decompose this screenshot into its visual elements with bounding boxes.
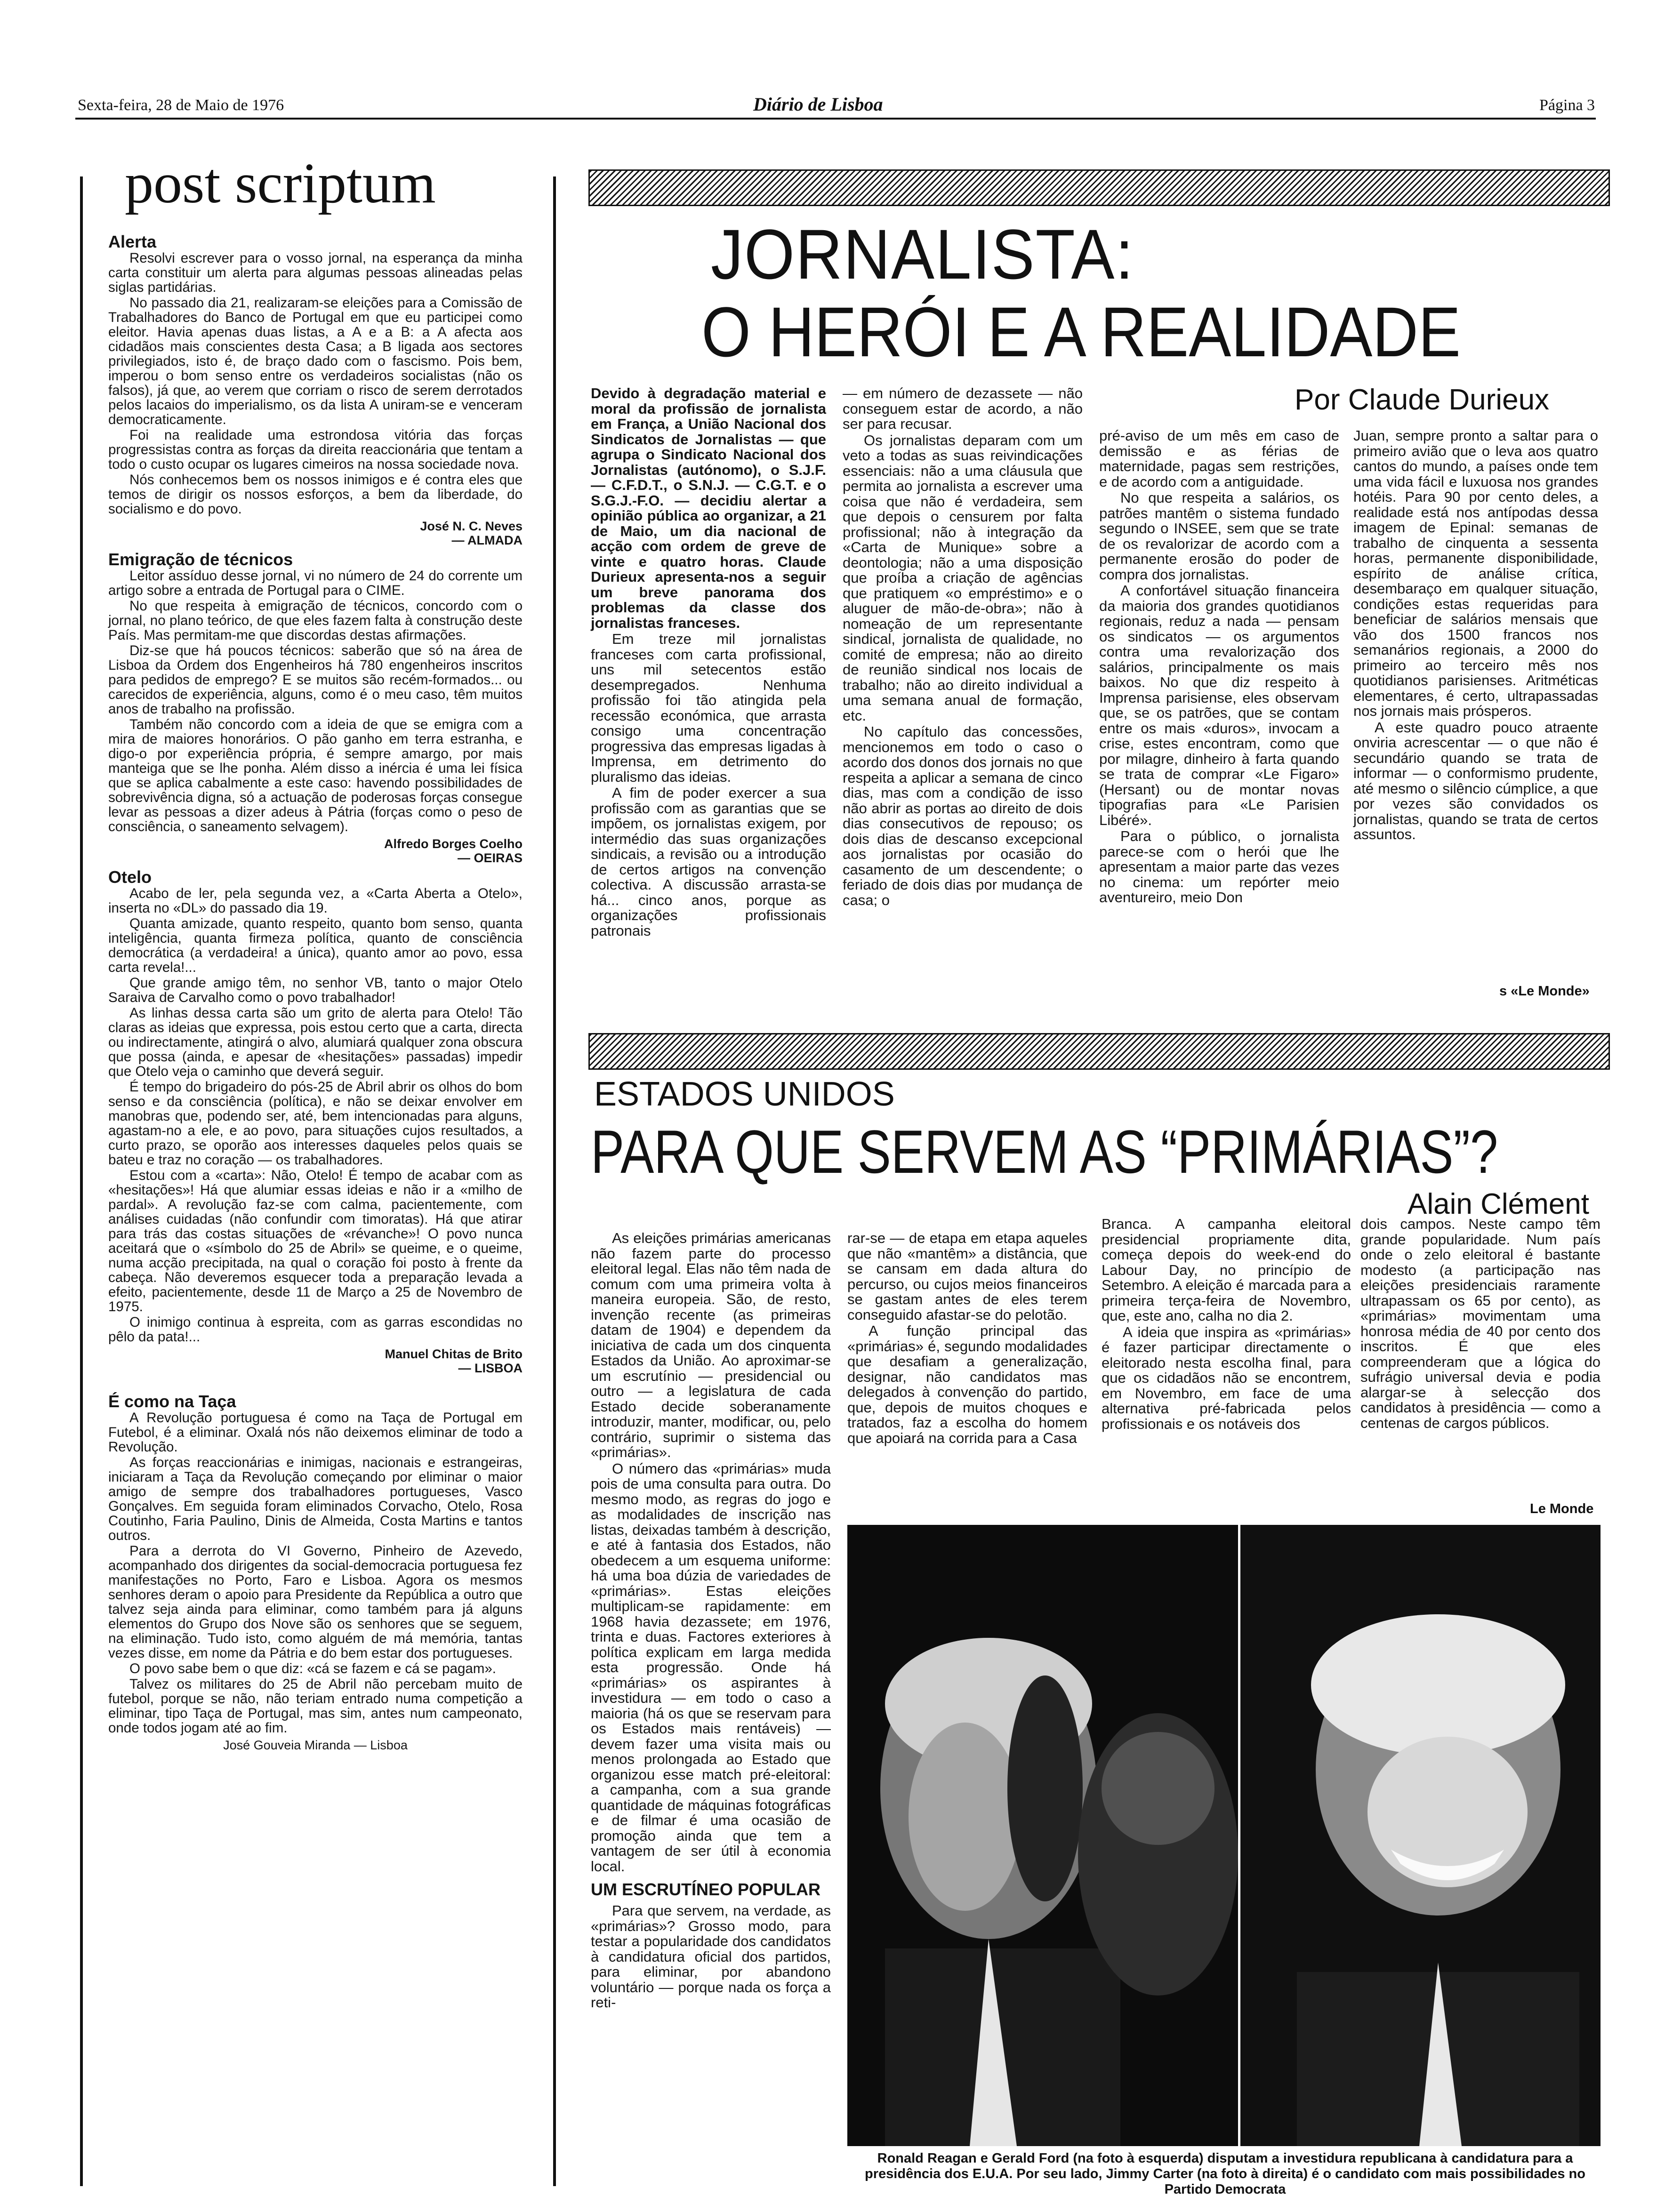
article2-byline: Alain Clément [1408, 1188, 1589, 1220]
article2-column-4 [1360, 1217, 1601, 1508]
letter-signature-place: — LISBOA [458, 1361, 523, 1375]
masthead: Diário de Lisboa [753, 94, 883, 115]
letter-paragraph: Quanta amizade, quanto respeito, quanto bom senso, quanta inteligência, quanta firmeza política, quanto de consciência democrática (a verdadeira! a única), quanto amor ao povo, essa carta revela!... [108, 916, 523, 975]
letter-paragraph: No que respeita à emigração de técnicos, concordo com o jornal, no plano teórico, de que eles fazem falta à construção deste País. Mas permitam-me que discordas destas afirmações. [108, 598, 523, 643]
article1-c3-p1: pré-aviso de um mês em caso de demissão e as férias de maternidade, pagas sem restrições, e de acordo com a antiguidade. [1099, 427, 1339, 490]
article1-c1-p1: Em treze mil jornalistas franceses com carta profissional, uns mil setecentos estão desempregados. Nenhuma profissão foi tão atingida pela recessão económica, que arrasta consigo uma concentração progressiva das empresas ligadas à Imprensa, em detrimento do pluralismo das ideias. [591, 631, 826, 785]
article2-c1b-p1: Para que servem, na verdade, as «primárias»? Grosso modo, para testar a popularidade dos candidatos à candidatura oficial dos partidos, para eliminar, por abandono voluntário — porque nada os força a reti- [591, 1902, 831, 2011]
letter-paragraph: As forças reaccionárias e inimigas, nacionais e estrangeiras, iniciaram a Taça da Revolução começando por eliminar o maior amigo de sempre dos trabalhadores portugueses, Vasco Gonçalves. Em seguida foram eliminados Corvacho, Otelo, Rosa Coutinho, Faria Paulino, Dinis de Almeida, Costa Martins e tantos outros. [108, 1455, 523, 1543]
letter-paragraph: É tempo do brigadeiro do pós-25 de Abril abrir os olhos do bom senso e da consciência (política), e não se deixar envolver em manobras que, podendo ser, até, bem intencionadas para alguns, agastam-no a ele, e ao povo, para situações cujos resultados, a curto prazo, se oporão aos interesses daqueles pelos quais se bateu e traz no coração — os trabalhadores. [108, 1079, 523, 1168]
letter-paragraph: Diz-se que há poucos técnicos: saberão que só na área de Lisboa da Ordem dos Engenheiros há 780 engenheiros inscritos para pedidos de emprego? E se muitos são recém-formados... ou carecidos de experiência, alguns, como é o meu caso, têm muitos anos de trabalho na profissão. [108, 643, 523, 717]
photo-carter [1240, 1525, 1601, 2146]
photo-reagan-ford-image [847, 1525, 1238, 2146]
article1-c4-p1: Juan, sempre pronto a saltar para o primeiro avião que o leva aos quatro cantos do mundo, a países onde tem uma vida fácil e luxuosa nos grandes hotéis. Para 90 por cento deles, a realidade está nos antípodas dessa imagem de Epinal: semanas de trabalho de cinquenta a sessenta horas, permanente disponibilidade, espírito de análise crítica, desembaraço em qualquer situação, condições estas requeridas para beneficiar de salários mensais que vão dos 1500 francos nos semanários regionais, a 2000 do primeiro ao terceiro mês nos quotidianos parisienses. Aritméticas elementares, é certo, ultrapassadas nos jornais mais prósperos. [1353, 427, 1598, 719]
letter-signature [108, 1347, 523, 1375]
article1-c4-p2: A este quadro pouco atraente onviria acrescentar — o que não é secundário quando se trata de informar — o conformismo prudente, até mesmo o silêncio cúmplice, a que por vezes são convidados os jornalistas, quando se trata de certos assuntos. [1353, 719, 1598, 842]
postscriptum-left-border [80, 176, 83, 2186]
article1-c3-p3: A confortável situação financeira da maioria dos grandes quotidianos regionais, reduz a nada — pensam os sindicatos — os argumentos contra uma revalorização dos salários, principalmente os mais baixos. No que diz respeito à Imprensa parisiense, eles observam que, se os patrões, que se contam entre os mais «duros», invocam a crise, estes encontram, como que por milagre, dinheiro à farta quando se trata de comprar «Le Figaro» (Hersant) ou de montar novas tipografias para «Le Parisien Libéré». [1099, 582, 1339, 828]
article2-hatch-banner [588, 1033, 1610, 1070]
article1-c1-p2: A fim de poder exercer a sua profissão com as garantias que se impõem, os jornalistas exigem, por intermédio das suas organizações sindicais, a revisão ou a introdução de certos artigos na convenção colectiva. A discussão arrasta-se há... cinco anos, porque as organizações profissionais patronais [591, 785, 826, 939]
letter-title: É como na Taça [108, 1392, 236, 1411]
letter-signature-place: — ALMADA [451, 533, 523, 547]
letter-paragraph: Resolvi escrever para o vosso jornal, na esperança da minha carta constituir um alerta para algumas pessoas alineadas pelas siglas partidárias. [108, 250, 523, 295]
article1-c3-p2: No que respeita a salários, os patrões mantêm o sistema fundado segundo o INSEE, sem que se trate de os revalorizar de acordo com a permanente erosão do poder de compra dos jornalistas. [1099, 489, 1339, 583]
article1-column-4 [1353, 428, 1598, 993]
letter-paragraph: O povo sabe bem o que diz: «cá se fazem e cá se pagam». [129, 1661, 496, 1676]
postscriptum-title: post scriptum [125, 152, 436, 215]
letter-paragraph: Que grande amigo têm, no senhor VB, tanto o major Otelo Saraiva de Carvalho como o povo trabalhador! [108, 975, 523, 1005]
letter-paragraph: Talvez os militares do 25 de Abril não percebam muito de futebol, porque se não, não teriam entrado numa competição a eliminar, tipo Taça de Portugal, mas sim, antes num campeonato, onde todos jogam até ao fim. [108, 1676, 523, 1736]
issue-date: Sexta-feira, 28 de Maio de 1976 [78, 96, 284, 114]
article1-source: s «Le Monde» [1499, 984, 1590, 999]
letter-signature-name: José Gouveia Miranda — Lisboa [223, 1738, 408, 1752]
letter-paragraph: No passado dia 21, realizaram-se eleições para a Comissão de Trabalhadores do Banco de Portugal em que eu participei como eleitor. Havia apenas duas listas, a A e a B: a A afecta aos cidadãos mais conscientes desta Casa; a B ligada aos sectores privilegiados, isto é, de braço dado com o fascismo. Pois bem, imperou o bom senso entre os verdadeiros socialistas (não os falsos), já que, ao verem que corriam o risco de serem derrotados pelos lacaios do imperialismo, os da lista A uniram-se e venceram democraticamente. [108, 295, 523, 427]
article2-kicker: ESTADOS UNIDOS [594, 1075, 895, 1113]
article2-column-2 [847, 1231, 1087, 1527]
letter-paragraph: A Revolução portuguesa é como na Taça de Portugal em Futebol, é a eliminar. Oxalá nós não deixemos eliminar de todo a Revolução. [108, 1410, 523, 1455]
article1-c2-p3: No capítulo das concessões, mencionemos em todo o caso o acordo dos donos dos jornais no que respeita a aplicar a semana de cinco dias, mas com a condição de isso não abrir as portas ao direito de dois dias consecutivos de repouso; os dois dias de descanso excepcional aos jornalistas por ocasião do casamento de um descendente; o feriado de dois dias por mudança de casa; o [843, 723, 1083, 908]
article2-headline: PARA QUE SERVEM AS “PRIMÁRIAS”? [591, 1117, 1498, 1186]
article1-c2-p2: Os jornalistas deparam com um veto a todas as suas reivindicações essenciais: não a uma cláusula que permita ao jornalista a escrever uma coisa que não é verdadeira, sem que depois o censurem por falta profissional; não à integração da «Carta de Munique» sobre a deontologia; não a uma disposição que proíba a criação de agências que pratiquem «o empréstimo» e o aluguer de mão-de-obra»; não à nomeação de um representante sindical, jornalista de qualidade, no comité de empresa; não ao direito de reunião sindical nos locais de trabalho; não ao direito individual a uma semana anual de formação, etc. [843, 432, 1083, 724]
letter-paragraph: Acabo de ler, pela segunda vez, a «Carta Aberta a Otelo», inserta no «DL» do passado dia 19. [108, 886, 523, 916]
photo-carter-image [1240, 1525, 1601, 2146]
article2-c2-p1: rar-se — de etapa em etapa aqueles que não «mantêm» a distância, que se cansam em dada altura do percurso, ou cujos meios financeiros se gastam antes de eles terem conseguido afastar-se do pelotão. [847, 1230, 1087, 1323]
photo-reagan-ford [847, 1525, 1238, 2146]
article1-column-2 [843, 386, 1083, 1021]
letter-signature-name: José N. C. Neves [420, 519, 523, 533]
article2-c2-p2: A função principal das «primárias» é, segundo modalidades que desafiam a generalização, designar, não candidatos mas delegados à convenção do partido, que, depois de muitos choques e tratados, faz a escolha do homem que apoiará na corrida para a Casa [847, 1322, 1087, 1446]
article2-c1-p2: O número das «primárias» muda pois de uma consulta para outra. Do mesmo modo, as regras do jogo e as modalidades de inscrição nas listas, deixadas também à descrição, e até à fantasia dos Estados, não obedecem a um esquema uniforme: há uma boa dúzia de variedades de «primárias». Estas eleições multiplicam-se rapidamente: em 1968 havia dezassete; em 1976, trinta e duas. Factores exteriores à política explicam em larga medida esta progressão. Onde há «primárias» os aspirantes à investidura — em todo o caso a maioria (há os que se reservam para os Estados mais rentáveis) — devem fazer uma visita mais ou menos prolongada ao Estado que organizou esse match pré-eleitoral: a campanha, com a sua grande quantidade de máquinas fotográficas e de filmar é uma ocasião de promoção ainda que tem a vantagem de ser útil à economia local. [591, 1460, 831, 1875]
letter-paragraph: Foi na realidade uma estrondosa vitória das forças progressistas contra as forças da direita reaccionária que tentam a todo o custo ocupar os lugares cimeiros na nossa sociedade nova. [108, 427, 523, 472]
article1-headline-line2: O HERÓI E A REALIDADE [701, 292, 1461, 371]
letter-title: Emigração de técnicos [108, 550, 293, 569]
letter-paragraph: Também não concordo com a ideia de que se emigra com a mira de maiores honorários. O pão ganho em terra estranha, e digo-o por experiência própria, é sempre amargo, por mais manteiga que se lhe ponha. Além disso a inércia é uma lei física que se aplica cabalmente a este caso: havendo possibilidades de sobrevivência digna, só a actuação de poderosas forças consegue levar as pessoas a dizer adeus à Pátria (forças como o peso de consciência, o saneamento selvagem). [108, 717, 523, 834]
letter-signature [108, 519, 523, 547]
article1-c2-p1: — em número de dezassete — não conseguem estar de acordo, a não ser para recusar. [843, 385, 1083, 432]
letter-signature-name: Manuel Chitas de Brito [385, 1347, 523, 1361]
letter-signature-place: — OEIRAS [457, 851, 523, 865]
article1-headline-line1: JORNALISTA: [711, 215, 1134, 294]
letter-signature-name: Alfredo Borges Coelho [384, 837, 523, 851]
article2-c1-p1: As eleições primárias americanas não fazem parte do processo eleitoral legal. Elas não têm nada de comum com uma primeira volta à maneira europeia. São, de resto, invenção recente (as primeiras datam de 1904) e dependem da iniciativa de cada um dos cinquenta Estados da União. Ao aproximar-se um escrutínio — presidencial ou outro — a legislatura de cada Estado decide soberanamente introduzir, manter, modificar, ou, pelo contrário, suprimir o sistema das «primárias». [591, 1230, 831, 1460]
article1-hatch-banner [588, 169, 1610, 206]
article2-column-3 [1102, 1217, 1351, 1518]
letter-title: Alerta [108, 232, 157, 251]
letter-paragraph: Nós conhecemos bem os nossos inimigos e é contra eles que temos de dirigir os nossos esforços, a bem da liberdade, do socialismo e do povo. [108, 472, 523, 517]
letter-paragraph: As linhas dessa carta são um grito de alerta para Otelo! Tão claras as ideias que expressa, pois estou certo que a carta, directa ou indirectamente, atingirá o alvo, alumiará qualquer zona obscura que possa (ainda, e apesar de «hesitações» passadas) impedir que Otelo veja o caminho que deverá seguir. [108, 1005, 523, 1079]
article2-source: Le Monde [1530, 1501, 1594, 1516]
article1-column-3 [1099, 428, 1339, 1026]
article2-c3-p2: A ideia que inspira as «primárias» é fazer participar directamente o eleitorado nesta escolha final, para que os cidadãos não se encontrem, em Novembro, em face de uma alternativa pré-fabricada pelos profissionais e os notáveis dos [1102, 1323, 1351, 1432]
article1-lead: Devido à degradação material e moral da profissão de jornalista em França, a União Nacional dos Sindicatos de Jornalistas — que agrupa o Sindicato Nacional dos Jornalistas (autónomo), o S.J.F. — C.F.D.T., o S.N.J. — C.G.T. e o S.G.J.-F.O. — decidiu alertar a opinião pública ao organizar, a 21 de Maio, um dia nacional de acção com ordem de greve de vinte e quatro horas. Claude Durieux apresenta-nos a seguir um breve panorama dos problemas da classe dos jornalistas franceses. [591, 385, 826, 631]
postscriptum-letters [108, 231, 523, 2179]
photo-caption: Ronald Reagan e Gerald Ford (na foto à esquerda) disputam a investidura republicana à candidatura para a presidência dos E.U.A. Por seu lado, Jimmy Carter (na foto à direita) é o candidato com mais possibilidades no Partido Democrata [865, 2151, 1585, 2197]
column-divider [553, 176, 556, 2186]
article2-c4-p1: dois campos. Neste campo têm grande popularidade. Num país onde o zelo eleitoral é bastante modesto (a participação nas eleições presidenciais raramente ultrapassam os 65 por cento), as «primárias» movimentam uma honrosa média de 40 por cento dos inscritos. É que eles compreenderam que a lógica do sufrágio universal devia e podia alargar-se à selecção dos candidatos à presidência — como a centenas de cargos públicos. [1360, 1216, 1601, 1431]
letter-paragraph: Estou com a «carta»: Não, Otelo! É tempo de acabar com as «hesitações»! Há que alumiar essas ideias e não ir a «milho de pardal». A revolução faz-se com calma, pacientemente, com análises cuidadas (não confundir com timoratas). Há que atirar para trás das costas situações de «révanche»! O povo nunca aceitará que o «símbolo do 25 de Abril» se queime, e o queime, numa acção precipitada, na qual o coração foi posto à frente da cabeça. Não deveremos esquecer toda a preparação levada a efeito, pacientemente, desde 11 de Março a 25 de Novembro de 1975. [108, 1168, 523, 1314]
letter-signature [108, 837, 523, 865]
letter-title: Otelo [108, 867, 152, 887]
article2-column-1 [591, 1231, 831, 2186]
article1-c3-p4: Para o público, o jornalista parece-se com o herói que lhe apresentam a maior parte das vezes no cinema: um repórter meio aventureiro, meio Don [1099, 828, 1339, 906]
letter-paragraph: O inimigo continua à espreita, com as garras escondidas no pêlo da pata!... [108, 1314, 523, 1345]
article2-subhead: UM ESCRUTÍNEO POPULAR [591, 1880, 821, 1899]
header-rule [75, 118, 1596, 120]
article1-column-1 [591, 386, 826, 988]
article1-byline: Por Claude Durieux [1295, 384, 1550, 416]
article2-c3-p1: Branca. A campanha eleitoral presidencial propriamente dita, começa depois do week-end do Labour Day, no princípio de Setembro. A eleição é marcada para a primeira terça-feira de Novembro, que, este ano, calha no dia 2. [1102, 1216, 1351, 1324]
letter-paragraph: Para a derrota do VI Governo, Pinheiro de Azevedo, acompanhado dos dirigentes da social-democracia portuguesa fez manifestações no Porto, Faro e Lisboa. Agora os mesmos senhores deram o apoio para Presidente da República a outro que talvez seja ainda para eliminar, como também para já alguns elementos do Grupo dos Nove são os senhores que se seguem, na eliminação. Tudo isto, como alguém de má memória, tantas vezes disse, em nome da Pátria e do bem estar dos portugueses. [108, 1543, 523, 1661]
page-number: Página 3 [1539, 96, 1595, 114]
letter-signature [108, 1738, 523, 1752]
letter-paragraph: Leitor assíduo desse jornal, vi no número de 24 do corrente um artigo sobre a entrada de Portugal para o CIME. [108, 568, 523, 598]
